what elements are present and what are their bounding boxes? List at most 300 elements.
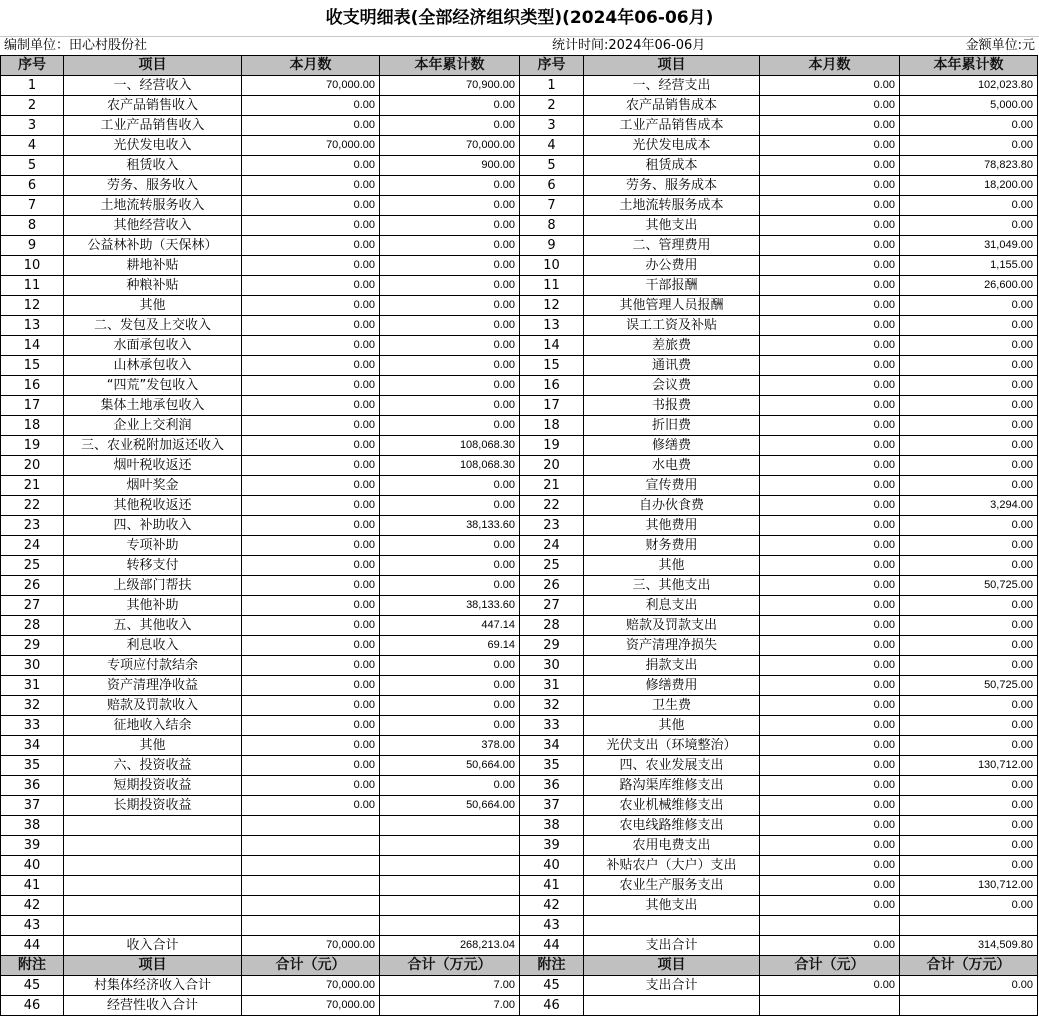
income-month-cell: 0.00 [242,616,380,636]
income-index-cell: 13 [1,316,64,336]
header-expense-item: 项目 [584,56,760,76]
income-month-cell: 0.00 [242,496,380,516]
header-income-index: 附注 [1,956,64,976]
expense-month-cell: 0.00 [760,436,900,456]
table-row [1,536,1038,556]
expense-item-cell: 其他管理人员报酬 [584,296,760,316]
income-item-cell: 长期投资收益 [64,796,242,816]
expense-index-cell: 45 [520,976,584,996]
income-month-cell: 0.00 [242,656,380,676]
income-ytd-cell: 0.00 [380,476,520,496]
expense-index-cell: 21 [520,476,584,496]
income-month-cell: 70,000.00 [242,976,380,996]
expense-item-cell: 利息支出 [584,596,760,616]
income-month-cell: 0.00 [242,636,380,656]
income-item-cell: 劳务、服务收入 [64,176,242,196]
table-row [1,436,1038,456]
income-item-cell: 企业上交利润 [64,416,242,436]
income-item-cell: 赔款及罚款收入 [64,696,242,716]
expense-index-cell: 17 [520,396,584,416]
income-item-cell: 土地流转服务收入 [64,196,242,216]
income-item-cell [64,856,242,876]
appendix-row [1,976,1038,996]
expense-index-cell: 13 [520,316,584,336]
income-item-cell: 农产品销售收入 [64,96,242,116]
expense-item-cell: 修缮费用 [584,676,760,696]
expense-ytd-cell: 78,823.80 [900,156,1038,176]
income-item-cell: 烟叶奖金 [64,476,242,496]
expense-item-cell: 农业机械维修支出 [584,796,760,816]
income-ytd-cell: 7.00 [380,996,520,1016]
expense-ytd-cell: 0.00 [900,196,1038,216]
income-item-cell: 经营性收入合计 [64,996,242,1016]
income-ytd-cell: 69.14 [380,636,520,656]
expense-ytd-cell: 18,200.00 [900,176,1038,196]
income-ytd-cell: 0.00 [380,96,520,116]
expense-item-cell: 支出合计 [584,936,760,956]
income-month-cell: 70,000.00 [242,996,380,1016]
table-row [1,456,1038,476]
header-income-ytd: 本年累计数 [380,56,520,76]
table-row [1,316,1038,336]
expense-ytd-cell: 0.00 [900,356,1038,376]
money-unit: 金额单位:元 [965,38,1035,53]
expense-index-cell: 18 [520,416,584,436]
expense-index-cell: 28 [520,616,584,636]
income-ytd-cell: 0.00 [380,236,520,256]
header-expense-ytd: 合计（万元） [900,956,1038,976]
expense-index-cell: 9 [520,236,584,256]
income-index-cell: 26 [1,576,64,596]
income-ytd-cell: 0.00 [380,716,520,736]
expense-item-cell: 误工工资及补贴 [584,316,760,336]
table-row [1,936,1038,956]
income-month-cell: 0.00 [242,796,380,816]
expense-ytd-cell: 0.00 [900,416,1038,436]
table-row [1,76,1038,96]
income-item-cell: 光伏发电收入 [64,136,242,156]
income-index-cell: 39 [1,836,64,856]
income-index-cell: 14 [1,336,64,356]
income-month-cell: 0.00 [242,296,380,316]
table-row [1,656,1038,676]
expense-month-cell: 0.00 [760,296,900,316]
expense-index-cell: 25 [520,556,584,576]
income-ytd-cell: 0.00 [380,576,520,596]
income-ytd-cell [380,836,520,856]
expense-index-cell: 44 [520,936,584,956]
expense-index-cell: 46 [520,996,584,1016]
income-index-cell: 17 [1,396,64,416]
expense-ytd-cell: 0.00 [900,896,1038,916]
expense-ytd-cell: 0.00 [900,696,1038,716]
compiling-unit: 编制单位：田心村股份社 [4,38,148,53]
expense-item-cell: 路沟渠库维修支出 [584,776,760,796]
expense-item-cell: 宣传费用 [584,476,760,496]
expense-month-cell: 0.00 [760,196,900,216]
income-item-cell: 六、投资收益 [64,756,242,776]
income-item-cell: 村集体经济收入合计 [64,976,242,996]
income-month-cell: 0.00 [242,116,380,136]
expense-month-cell: 0.00 [760,156,900,176]
income-index-cell: 10 [1,256,64,276]
income-month-cell [242,836,380,856]
expense-ytd-cell: 0.00 [900,216,1038,236]
header-expense-index: 附注 [520,956,584,976]
expense-index-cell: 31 [520,676,584,696]
expense-ytd-cell: 0.00 [900,616,1038,636]
table-row [1,296,1038,316]
income-index-cell: 43 [1,916,64,936]
expense-month-cell: 0.00 [760,276,900,296]
expense-month-cell: 0.00 [760,76,900,96]
expense-index-cell: 38 [520,816,584,836]
expense-ytd-cell: 3,294.00 [900,496,1038,516]
expense-ytd-cell: 102,023.80 [900,76,1038,96]
income-index-cell: 45 [1,976,64,996]
table-row [1,896,1038,916]
income-item-cell: 利息收入 [64,636,242,656]
income-ytd-cell: 0.00 [380,296,520,316]
income-ytd-cell: 0.00 [380,696,520,716]
expense-month-cell: 0.00 [760,636,900,656]
income-item-cell: 征地收入结余 [64,716,242,736]
table-row [1,376,1038,396]
expense-index-cell: 10 [520,256,584,276]
expense-ytd-cell: 0.00 [900,596,1038,616]
income-index-cell: 25 [1,556,64,576]
income-ytd-cell: 50,664.00 [380,756,520,776]
expense-item-cell: 二、管理费用 [584,236,760,256]
income-ytd-cell: 0.00 [380,416,520,436]
income-month-cell: 0.00 [242,476,380,496]
income-index-cell: 42 [1,896,64,916]
income-month-cell: 70,000.00 [242,136,380,156]
income-item-cell: 资产清理净收益 [64,676,242,696]
expense-ytd-cell: 0.00 [900,316,1038,336]
income-item-cell [64,816,242,836]
expense-ytd-cell: 0.00 [900,476,1038,496]
income-month-cell [242,816,380,836]
header-income-month: 本月数 [242,56,380,76]
income-item-cell: 五、其他收入 [64,616,242,636]
income-item-cell: 一、经营收入 [64,76,242,96]
income-month-cell: 0.00 [242,336,380,356]
expense-index-cell: 36 [520,776,584,796]
expense-month-cell: 0.00 [760,576,900,596]
table-row [1,556,1038,576]
expense-month-cell: 0.00 [760,756,900,776]
expense-index-cell: 6 [520,176,584,196]
table-row [1,496,1038,516]
expense-ytd-cell: 0.00 [900,376,1038,396]
expense-index-cell: 12 [520,296,584,316]
income-month-cell: 0.00 [242,556,380,576]
expense-month-cell: 0.00 [760,516,900,536]
income-item-cell: 短期投资收益 [64,776,242,796]
expense-item-cell: 修缮费 [584,436,760,456]
income-ytd-cell: 0.00 [380,676,520,696]
income-index-cell: 7 [1,196,64,216]
income-ytd-cell: 268,213.04 [380,936,520,956]
income-month-cell: 0.00 [242,776,380,796]
income-month-cell: 0.00 [242,596,380,616]
expense-month-cell: 0.00 [760,316,900,336]
income-ytd-cell: 447.14 [380,616,520,636]
expense-month-cell: 0.00 [760,116,900,136]
expense-item-cell [584,996,760,1016]
expense-ytd-cell: 0.00 [900,516,1038,536]
expense-item-cell: 一、经营支出 [584,76,760,96]
income-month-cell: 0.00 [242,196,380,216]
expense-index-cell: 1 [520,76,584,96]
expense-ytd-cell: 0.00 [900,136,1038,156]
income-ytd-cell: 0.00 [380,176,520,196]
expense-month-cell: 0.00 [760,656,900,676]
table-row [1,836,1038,856]
expense-ytd-cell: 0.00 [900,336,1038,356]
income-index-cell: 6 [1,176,64,196]
expense-index-cell: 43 [520,916,584,936]
income-index-cell: 36 [1,776,64,796]
income-ytd-cell: 38,133.60 [380,596,520,616]
income-index-cell: 33 [1,716,64,736]
expense-item-cell: 其他支出 [584,896,760,916]
income-ytd-cell [380,816,520,836]
income-ytd-cell: 0.00 [380,776,520,796]
income-index-cell: 38 [1,816,64,836]
expense-index-cell: 8 [520,216,584,236]
table-body [1,56,1038,1016]
header-expense-index: 序号 [520,56,584,76]
income-month-cell: 0.00 [242,216,380,236]
income-index-cell: 9 [1,236,64,256]
expense-month-cell: 0.00 [760,476,900,496]
income-month-cell: 0.00 [242,756,380,776]
income-month-cell: 0.00 [242,516,380,536]
expense-month-cell: 0.00 [760,616,900,636]
expense-index-cell: 37 [520,796,584,816]
table-row [1,676,1038,696]
income-item-cell: 三、农业税附加返还收入 [64,436,242,456]
expense-ytd-cell: 0.00 [900,436,1038,456]
expense-item-cell: 卫生费 [584,696,760,716]
income-item-cell: 集体土地承包收入 [64,396,242,416]
income-month-cell: 0.00 [242,436,380,456]
expense-month-cell: 0.00 [760,796,900,816]
table-row [1,856,1038,876]
income-item-cell [64,896,242,916]
income-index-cell: 11 [1,276,64,296]
expense-item-cell: 光伏发电成本 [584,136,760,156]
expense-item-cell: 其他 [584,556,760,576]
income-index-cell: 19 [1,436,64,456]
income-index-cell: 27 [1,596,64,616]
income-month-cell: 0.00 [242,676,380,696]
appendix-row [1,996,1038,1016]
expense-item-cell: 补贴农户（大户）支出 [584,856,760,876]
income-item-cell: 租赁收入 [64,156,242,176]
expense-item-cell: 其他费用 [584,516,760,536]
expense-index-cell: 7 [520,196,584,216]
expense-item-cell: 工业产品销售成本 [584,116,760,136]
expense-item-cell [584,916,760,936]
expense-month-cell: 0.00 [760,696,900,716]
income-ytd-cell: 0.00 [380,216,520,236]
table-row [1,776,1038,796]
expense-month-cell: 0.00 [760,676,900,696]
expense-ytd-cell: 0.00 [900,116,1038,136]
income-ytd-cell: 0.00 [380,256,520,276]
expense-index-cell: 23 [520,516,584,536]
income-item-cell [64,876,242,896]
income-index-cell: 32 [1,696,64,716]
expense-month-cell: 0.00 [760,976,900,996]
expense-index-cell: 42 [520,896,584,916]
table-row [1,156,1038,176]
expense-month-cell: 0.00 [760,776,900,796]
expense-month-cell: 0.00 [760,596,900,616]
income-month-cell [242,916,380,936]
expense-ytd-cell: 50,725.00 [900,576,1038,596]
income-ytd-cell [380,916,520,936]
table-row [1,96,1038,116]
income-month-cell: 0.00 [242,256,380,276]
expense-item-cell: 资产清理净损失 [584,636,760,656]
expense-item-cell: 农用电费支出 [584,836,760,856]
table-row [1,216,1038,236]
expense-ytd-cell [900,916,1038,936]
income-index-cell: 18 [1,416,64,436]
income-item-cell: 其他补助 [64,596,242,616]
expense-month-cell: 0.00 [760,936,900,956]
expense-month-cell: 0.00 [760,336,900,356]
expense-index-cell: 24 [520,536,584,556]
income-index-cell: 31 [1,676,64,696]
income-ytd-cell: 0.00 [380,396,520,416]
income-month-cell: 0.00 [242,316,380,336]
income-month-cell: 0.00 [242,176,380,196]
income-item-cell: 种粮补贴 [64,276,242,296]
income-month-cell: 0.00 [242,276,380,296]
expense-month-cell: 0.00 [760,136,900,156]
table-row [1,416,1038,436]
table-row [1,396,1038,416]
expense-month-cell: 0.00 [760,416,900,436]
income-month-cell: 0.00 [242,236,380,256]
header-expense-item: 项目 [584,956,760,976]
expense-ytd-cell: 130,712.00 [900,756,1038,776]
income-ytd-cell [380,896,520,916]
expense-ytd-cell: 1,155.00 [900,256,1038,276]
income-month-cell [242,856,380,876]
expense-item-cell: 财务费用 [584,536,760,556]
expense-item-cell: 支出合计 [584,976,760,996]
income-index-cell: 1 [1,76,64,96]
expense-index-cell: 19 [520,436,584,456]
income-item-cell: 工业产品销售收入 [64,116,242,136]
income-index-cell: 44 [1,936,64,956]
income-index-cell: 3 [1,116,64,136]
expense-index-cell: 5 [520,156,584,176]
table-row [1,636,1038,656]
expense-index-cell: 30 [520,656,584,676]
income-item-cell: 其他税收返还 [64,496,242,516]
expense-ytd-cell: 0.00 [900,776,1038,796]
table-row [1,796,1038,816]
expense-month-cell: 0.00 [760,856,900,876]
table-row [1,476,1038,496]
income-ytd-cell: 0.00 [380,376,520,396]
income-index-cell: 40 [1,856,64,876]
expense-month-cell: 0.00 [760,376,900,396]
income-ytd-cell: 0.00 [380,556,520,576]
income-index-cell: 4 [1,136,64,156]
expense-month-cell: 0.00 [760,176,900,196]
expense-index-cell: 22 [520,496,584,516]
income-index-cell: 8 [1,216,64,236]
expense-index-cell: 20 [520,456,584,476]
income-month-cell: 0.00 [242,356,380,376]
expense-ytd-cell: 0.00 [900,796,1038,816]
expense-item-cell: 自办伙食费 [584,496,760,516]
expense-item-cell: 赔款及罚款支出 [584,616,760,636]
income-month-cell: 0.00 [242,396,380,416]
expense-item-cell: 其他 [584,716,760,736]
expense-ytd-cell: 0.00 [900,296,1038,316]
income-ytd-cell: 900.00 [380,156,520,176]
expense-index-cell: 27 [520,596,584,616]
expense-month-cell: 0.00 [760,556,900,576]
income-month-cell: 0.00 [242,376,380,396]
income-index-cell: 23 [1,516,64,536]
expense-ytd-cell: 5,000.00 [900,96,1038,116]
income-ytd-cell: 70,000.00 [380,136,520,156]
expense-index-cell: 3 [520,116,584,136]
expense-ytd-cell: 0.00 [900,856,1038,876]
income-ytd-cell: 0.00 [380,316,520,336]
income-month-cell: 0.00 [242,456,380,476]
expense-item-cell: 农产品销售成本 [584,96,760,116]
income-item-cell: 烟叶税收返还 [64,456,242,476]
expense-month-cell: 0.00 [760,496,900,516]
income-index-cell: 46 [1,996,64,1016]
income-index-cell: 5 [1,156,64,176]
expense-item-cell: 劳务、服务成本 [584,176,760,196]
income-item-cell: 耕地补贴 [64,256,242,276]
income-month-cell: 70,000.00 [242,76,380,96]
income-index-cell: 29 [1,636,64,656]
income-index-cell: 2 [1,96,64,116]
header-income-index: 序号 [1,56,64,76]
expense-ytd-cell: 130,712.00 [900,876,1038,896]
income-month-cell: 0.00 [242,156,380,176]
expense-ytd-cell: 0.00 [900,816,1038,836]
table-row [1,196,1038,216]
expense-month-cell: 0.00 [760,96,900,116]
expense-ytd-cell: 314,509.80 [900,936,1038,956]
expense-item-cell: 土地流转服务成本 [584,196,760,216]
income-ytd-cell: 0.00 [380,336,520,356]
expense-item-cell: 农电线路维修支出 [584,816,760,836]
table-row [1,356,1038,376]
income-index-cell: 30 [1,656,64,676]
expense-ytd-cell: 0.00 [900,656,1038,676]
income-month-cell: 0.00 [242,576,380,596]
income-ytd-cell: 0.00 [380,196,520,216]
expense-ytd-cell: 0.00 [900,636,1038,656]
expense-month-cell: 0.00 [760,876,900,896]
